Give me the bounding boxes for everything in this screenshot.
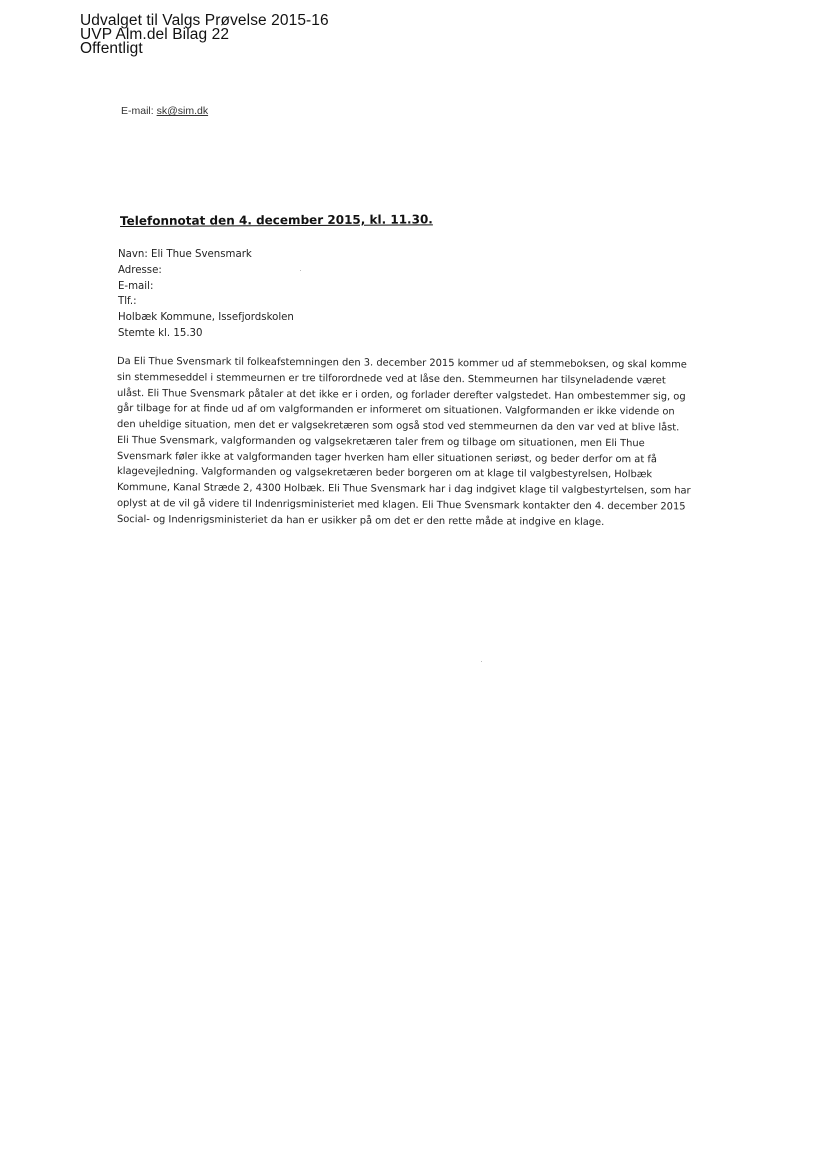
email-label: E-mail: — [121, 105, 157, 117]
body-line: sin stemmeseddel i stemmeurnen er tre tilforordnede ved at låse den. Stemmeurnen har tilsyneladende været — [116, 371, 666, 387]
body-line: den uheldige situation, men det er valgsekretæren som også stod ved stemmeurnen da den var ved at blive låst. — [116, 419, 680, 434]
scan-speck — [481, 661, 482, 662]
caller-info — [118, 247, 294, 342]
scan-speck — [300, 270, 301, 271]
info-phone: Tlf.: — [118, 296, 137, 308]
body-line: ulåst. Eli Thue Svensmark påtaler at det ikke er i orden, og forlader derefter valgstedet. Han ombestemmer sig, og — [116, 387, 686, 402]
body-line: Kommune, Kanal Stræde 2, 4300 Holbæk. Eli Thue Svensmark har i dag indgivet klage til valgbestyrtelsen, som har — [116, 482, 691, 497]
email-link[interactable]: sk@sim.dk — [156, 105, 209, 117]
bilag-reference: UVP Alm.del Bilag 22 — [80, 26, 230, 43]
info-voted-time: Stemte kl. 15.30 — [118, 327, 203, 339]
note-body — [117, 354, 777, 527]
info-name: Navn: Eli Thue Svensmark — [118, 249, 252, 260]
info-email: E-mail: — [118, 280, 154, 292]
public-status: Offentligt — [80, 40, 143, 57]
body-line: Eli Thue Svensmark, valgformanden og valgsekretæren taler frem og tilbage om situationen, men Eli Thue — [116, 434, 645, 449]
info-location: Holbæk Kommune, Issefjordskolen — [118, 312, 294, 324]
body-line: Svensmark føler ikke at valgformanden tager hverken ham eller situationen seriøst, og beder derfor om at få — [116, 450, 657, 465]
body-line: Social- og Indenrigsministeriet da han er usikker på om det er den rette måde at indgive en klage. — [116, 513, 605, 528]
body-line: går tilbage for at finde ud af om valgformanden er informeret om situationen. Valgformanden er ikke vidende on — [116, 403, 675, 418]
committee-stamp — [80, 14, 329, 56]
note-title: Telefonnotat den 4. december 2015, kl. 11.30. — [119, 212, 433, 228]
body-line: Da Eli Thue Svensmark til folkeafstemningen den 3. december 2015 kommer ud af stemmeboksen, og skal komme — [116, 356, 687, 371]
contact-email — [121, 105, 208, 117]
info-address: Adresse: — [118, 264, 162, 276]
committee-name: Udvalget til Valgs Prøvelse 2015-16 — [80, 12, 329, 29]
body-line: oplyst at de vil gå videre til Indenrigsministeriet med klagen. Eli Thue Svensmark kontakter den 4. december 2015 — [116, 497, 686, 513]
body-line: klagevejledning. Valgformanden og valgsekretæren beder borgeren om at klage til valgbestyrelsen, Holbæk — [116, 466, 653, 481]
